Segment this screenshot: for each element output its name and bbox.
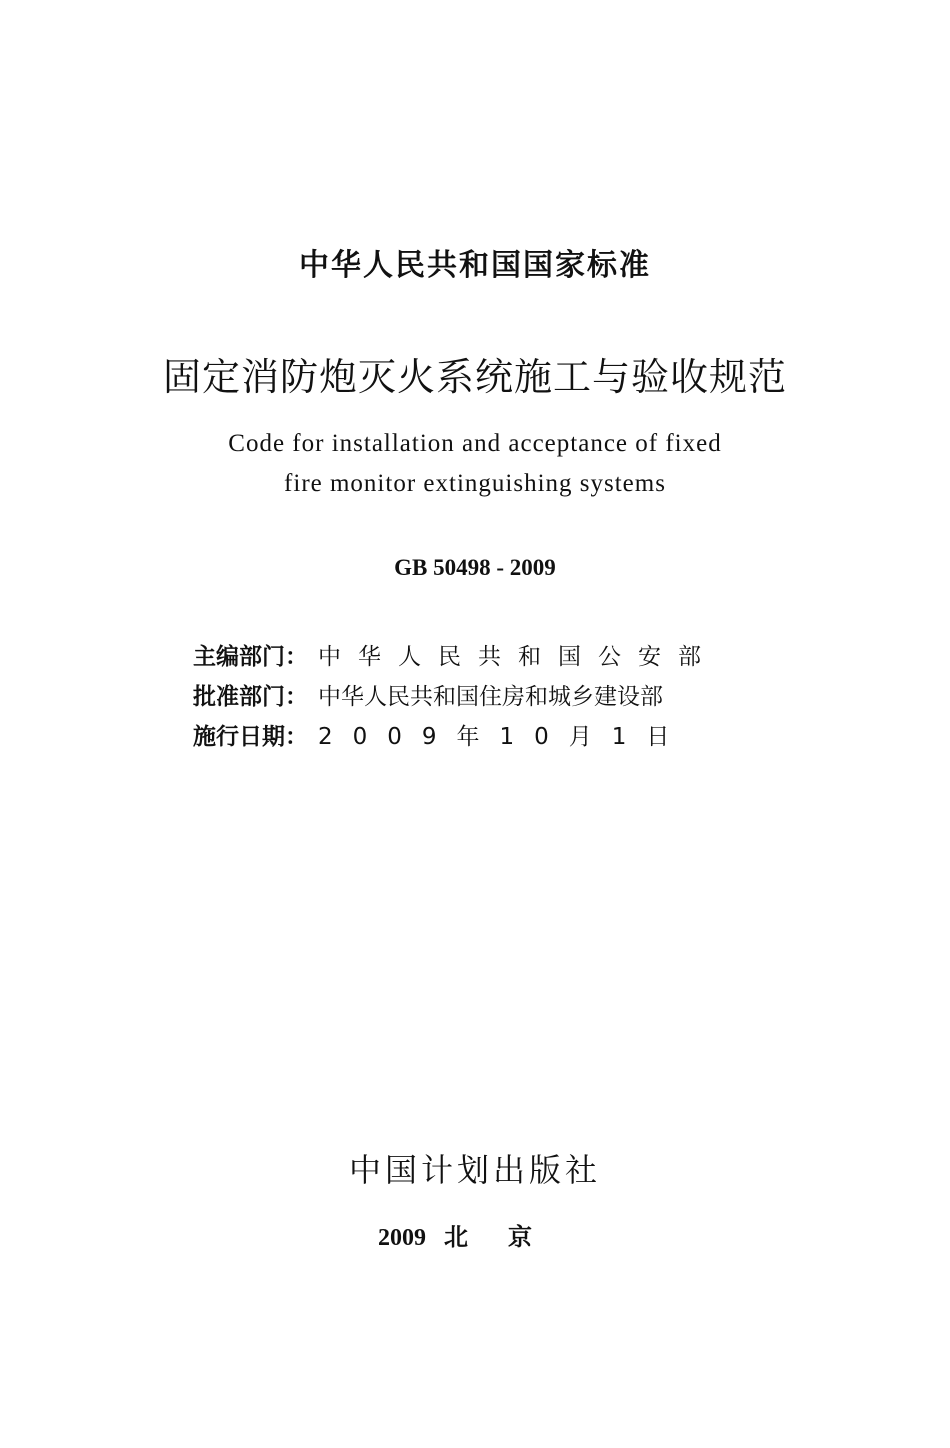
- publisher-name: 中国计划出版社: [348, 1151, 601, 1189]
- approver-value: 中华人民共和国住房和城乡建设部: [318, 684, 663, 710]
- document-title-english-line2: fire monitor extinguishing systems: [284, 470, 666, 497]
- effective-date-value: 2009年10月1日: [318, 724, 690, 750]
- effective-date-label: 施行日期：: [193, 724, 308, 750]
- effective-date-row: [193, 718, 753, 751]
- approver-label: 批准部门：: [193, 684, 308, 710]
- standard-code: GB 50498 - 2009: [394, 555, 556, 580]
- publication-place: [0, 1217, 950, 1252]
- publication-year: 2009: [378, 1225, 426, 1251]
- editor-value: 中华人民共和国公安部: [318, 644, 718, 670]
- standard-series-heading: 中华人民共和国国家标准: [299, 248, 651, 283]
- document-title-english-line1: Code for installation and acceptance of fixed: [228, 430, 722, 457]
- approver-row: [193, 678, 753, 711]
- editor-row: [193, 638, 753, 671]
- editor-label: 主编部门：: [193, 644, 308, 670]
- publication-city: 北京: [444, 1223, 572, 1251]
- document-title-chinese: 固定消防炮灭火系统施工与验收规范: [162, 355, 787, 399]
